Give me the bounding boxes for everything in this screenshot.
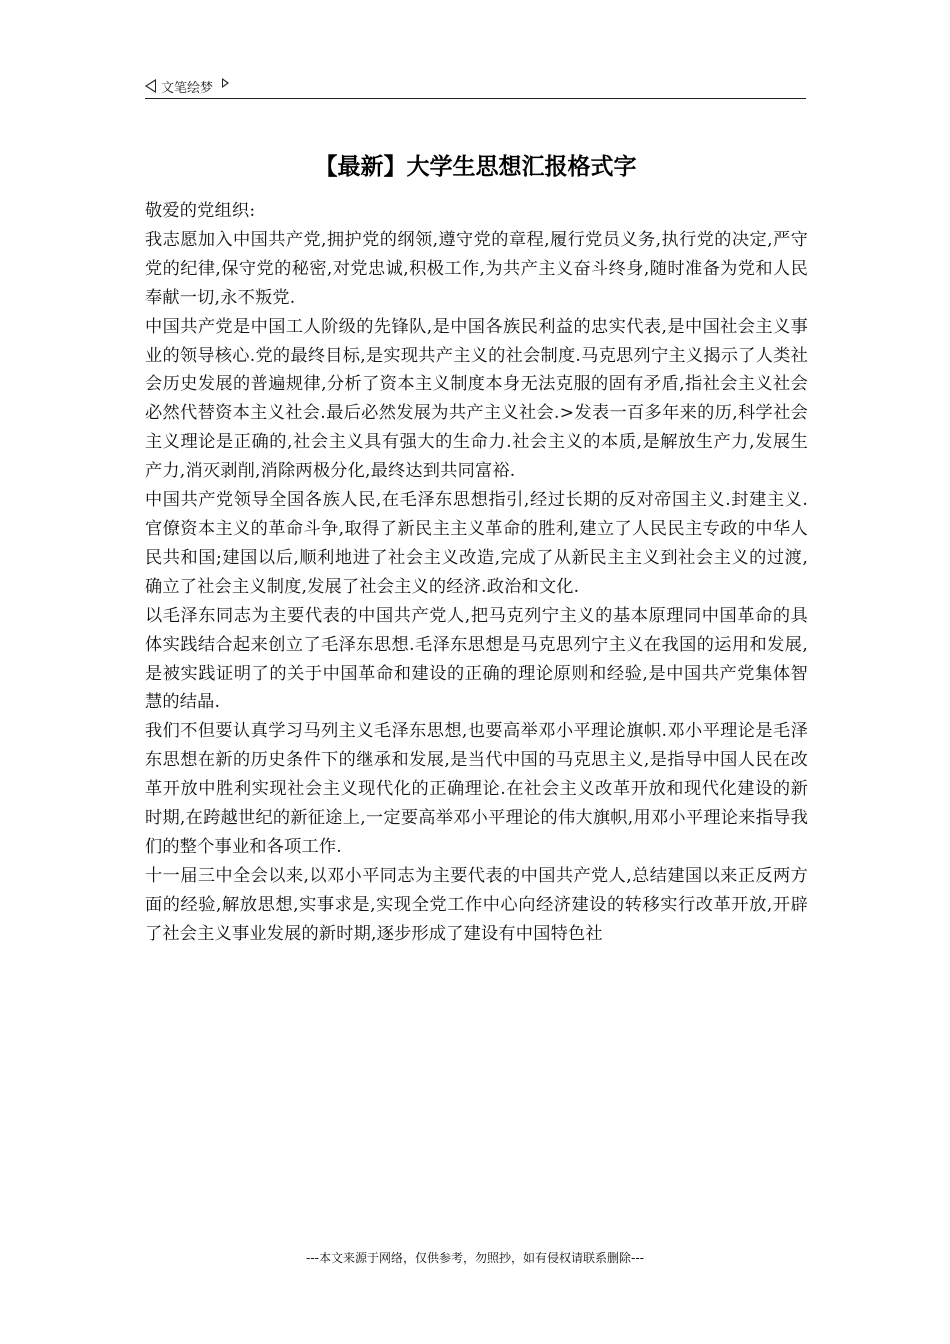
paragraph: 以毛泽东同志为主要代表的中国共产党人,把马克列宁主义的基本原理同中国革命的具体实践结合起来创立了毛泽东思想.毛泽东思想是马克思列宁主义在我国的运用和发展,是被实践证明了的关于中国革命和建设的正确的理论原则和经验,是中国共产党集体智慧的结晶. <box>145 605 808 713</box>
paragraph: 十一届三中全会以来,以邓小平同志为主要代表的中国共产党人,总结建国以来正反两方面的经验,解放思想,实事求是,实现全党工作中心向经济建设的转移实行改革开放,开辟了社会主义事业发展的新时期,逐步形成了建设有中国特色社 <box>145 865 808 944</box>
paragraph: 中国共产党领导全国各族人民,在毛泽东思想指引,经过长期的反对帝国主义.封建主义.官僚资本主义的革命斗争,取得了新民主主义革命的胜利,建立了人民民主专政的中华人民共和国;建国以后,顺利地进了社会主义改造,完成了从新民主主义到社会主义的过渡,确立了社会主义制度,发展了社会主义的经济.政治和文化. <box>145 490 808 597</box>
paragraph: 我志愿加入中国共产党,拥护党的纲领,遵守党的章程,履行党员义务,执行党的决定,严守党的纪律,保守党的秘密,对党忠诚,积极工作,为共产主义奋斗终身,随时准备为党和人民奉献一切,永不叛党. <box>145 229 808 308</box>
header-brand: 文笔绘梦 <box>161 80 214 96</box>
paragraph: 中国共产党是中国工人阶级的先锋队,是中国各族民利益的忠实代表,是中国社会主义事业的领导核心.党的最终目标,是实现共产主义的社会制度.马克思列宁主义揭示了人类社会历史发展的普遍规律,分析了资本主义制度本身无法克服的固有矛盾,指社会主义社会必然代替资本主义社会.最后必然发展为共产主义社会.>发表一百多年来的历,科学社会主义理论是正确的,社会主义具有强大的生命力.社会主义的本质,是解放生产力,发展生产力,消灭剥削,消除两极分化,最终达到共同富裕. <box>145 316 808 482</box>
right-triangle-icon <box>222 78 229 88</box>
page-header <box>145 74 806 99</box>
document-body <box>145 197 808 949</box>
left-triangle-icon <box>145 79 156 93</box>
page-footer-disclaimer: ---本文来源于网络，仅供参考，勿照抄，如有侵权请联系删除--- <box>306 1251 644 1265</box>
document-title: 【最新】大学生思想汇报格式字 <box>314 154 637 180</box>
paragraph: 我们不但要认真学习马列主义毛泽东思想,也要高举邓小平理论旗帜.邓小平理论是毛泽东思想在新的历史条件下的继承和发展,是当代中国的马克思主义,是指导中国人民在改革开放中胜利实现社会主义现代化的正确理论.在社会主义改革开放和现代化建设的新时期,在跨越世纪的新征途上,一定要高举邓小平理论的伟大旗帜,用邓小平理论来指导我们的整个事业和各项工作. <box>145 721 808 857</box>
salutation: 敬爱的党组织: <box>145 201 256 221</box>
